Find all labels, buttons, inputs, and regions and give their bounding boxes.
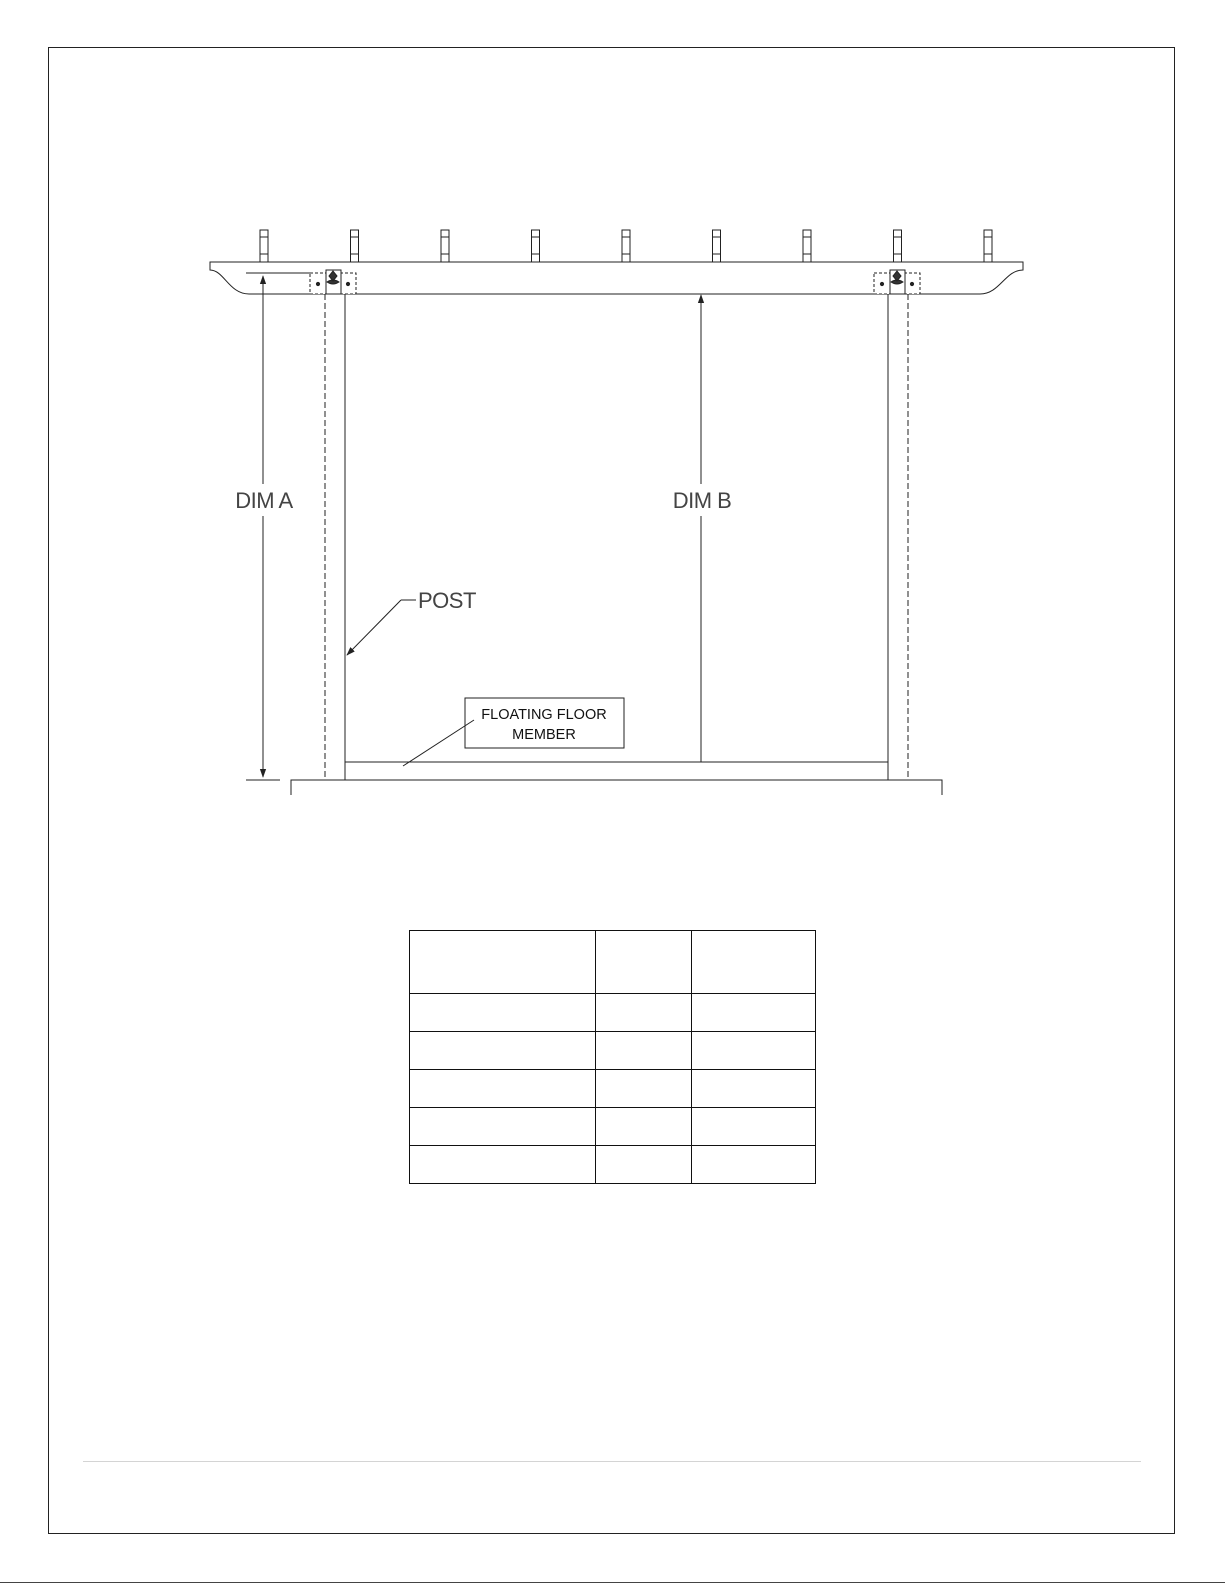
table-cell — [410, 1108, 596, 1146]
table-cell — [596, 931, 692, 994]
right-post — [888, 294, 908, 780]
dim-a-label: DIM A — [235, 488, 293, 513]
table-cell — [596, 1108, 692, 1146]
table-cell — [692, 1108, 816, 1146]
table-row — [410, 1108, 816, 1146]
dim-a-dimension — [246, 273, 310, 780]
table-cell — [410, 994, 596, 1032]
floating-floor-label-line2: MEMBER — [512, 727, 576, 743]
table-row — [410, 994, 816, 1032]
table-cell — [596, 1032, 692, 1070]
left-post — [325, 294, 345, 780]
footer-divider — [83, 1461, 1141, 1462]
table-cell — [692, 1032, 816, 1070]
dim-b-label: DIM B — [672, 488, 732, 513]
table-cell — [410, 931, 596, 994]
table-row — [410, 1146, 816, 1184]
table-cell — [410, 1070, 596, 1108]
right-post-bracket — [874, 270, 920, 294]
post-label: POST — [418, 588, 476, 613]
floating-floor-label-line1: FLOATING FLOOR — [481, 707, 607, 723]
table-cell — [692, 931, 816, 994]
table-cell — [692, 1070, 816, 1108]
left-post-bracket — [310, 270, 356, 294]
table-header-row — [410, 931, 816, 994]
table-cell — [410, 1146, 596, 1184]
table-row — [410, 1032, 816, 1070]
table-cell — [596, 1146, 692, 1184]
table-cell — [410, 1032, 596, 1070]
table-cell — [596, 994, 692, 1032]
table-row — [410, 1070, 816, 1108]
floating-floor-member — [345, 762, 888, 780]
dimension-table — [409, 930, 816, 1184]
ground-line — [291, 780, 942, 795]
table-cell — [596, 1070, 692, 1108]
post-leader — [347, 600, 416, 655]
table-cell — [692, 994, 816, 1032]
floating-floor-leader — [403, 720, 474, 766]
table-cell — [692, 1146, 816, 1184]
page-bottom-edge — [0, 1582, 1225, 1583]
